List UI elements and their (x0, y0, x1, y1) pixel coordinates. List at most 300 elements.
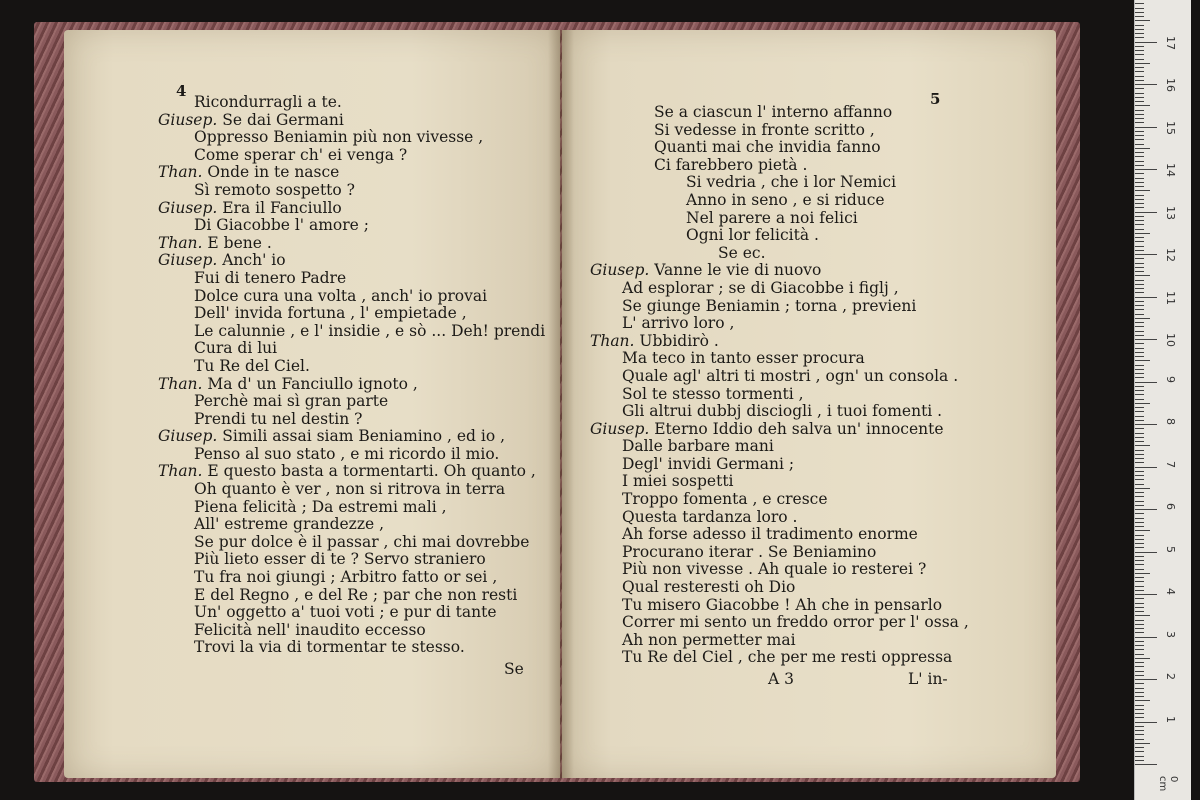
text-line (590, 614, 969, 632)
ruler-number: 15 (1164, 120, 1177, 135)
line-text: Ma d' un Fanciullo ignoto , (202, 374, 418, 393)
text-line (590, 544, 969, 562)
ruler-tick (1135, 662, 1144, 663)
line-text: Tu fra noi giungi ; Arbitro fatto or sei , (194, 568, 498, 587)
text-line (590, 139, 969, 157)
text-line (158, 94, 545, 112)
ruler-tick (1135, 641, 1144, 642)
ruler-number: 16 (1164, 78, 1177, 92)
text-line (158, 164, 545, 182)
line-text: Prendi tu nel destin ? (194, 409, 363, 428)
ruler-tick (1135, 377, 1144, 378)
ruler-tick (1135, 220, 1144, 221)
line-text: L' arrivo loro , (622, 314, 735, 333)
ruler-tick (1135, 335, 1144, 336)
ruler-tick (1135, 233, 1150, 234)
ruler-tick (1135, 764, 1157, 765)
ruler-tick (1135, 195, 1144, 196)
line-text: Anno in seno , e si riduce (686, 190, 885, 209)
ruler-tick (1135, 250, 1144, 251)
line-text: Tu Re del Ciel , che per me resti oppressa (622, 648, 953, 667)
text-line (590, 157, 969, 175)
text-line (590, 210, 969, 228)
ruler-tick (1135, 59, 1144, 60)
ruler-tick (1135, 692, 1144, 693)
line-text: Piena felicità ; Da estremi mali , (194, 497, 447, 516)
ruler-tick (1135, 492, 1144, 493)
line-text: Tu Re del Ciel. (194, 356, 310, 375)
ruler-number: 8 (1164, 418, 1177, 425)
ruler-tick (1135, 271, 1144, 272)
line-text: Fui di tenero Padre (194, 268, 347, 287)
ruler-tick (1135, 88, 1144, 89)
ruler-tick (1135, 726, 1144, 727)
line-text: Quale agl' altri ti mostri , ogn' un consola . (622, 366, 959, 385)
text-line (590, 509, 969, 527)
ruler-tick (1135, 705, 1144, 706)
text-line (158, 305, 545, 323)
speaker-name: Than. (158, 462, 203, 481)
text-line (158, 252, 545, 270)
ruler-tick (1135, 530, 1150, 531)
line-text: Quanti mai che invidia fanno (654, 138, 881, 157)
text-line (158, 622, 545, 640)
text-line (590, 421, 969, 439)
ruler-tick (1135, 135, 1144, 136)
ruler-tick (1135, 127, 1157, 128)
ruler-tick (1135, 747, 1144, 748)
ruler-tick (1135, 33, 1144, 34)
ruler-tick (1135, 535, 1144, 536)
ruler-tick (1135, 683, 1144, 684)
line-text: Se pur dolce è il passar , chi mai dovrebbe (194, 532, 530, 551)
ruler-tick (1135, 229, 1144, 230)
text-line (590, 368, 969, 386)
ruler-tick (1135, 152, 1144, 153)
ruler-unit: 0 cm (1157, 776, 1179, 792)
ruler-tick (1135, 560, 1144, 561)
ruler-tick (1135, 331, 1144, 332)
text-line (158, 499, 545, 517)
text-line (158, 411, 545, 429)
ruler-tick (1135, 114, 1144, 115)
line-text: Ma teco in tanto esser procura (622, 349, 865, 368)
ruler-tick (1135, 751, 1144, 752)
text-line (590, 597, 969, 615)
ruler-tick (1135, 479, 1144, 480)
ruler-tick (1135, 569, 1144, 570)
ruler-tick (1135, 318, 1150, 319)
line-text: Trovi la via di tormentar te stesso. (194, 638, 465, 657)
line-text: Ah non permetter mai (622, 630, 796, 649)
line-text: Era il Fanciullo (217, 198, 342, 217)
ruler-tick (1135, 458, 1144, 459)
ruler-tick (1135, 173, 1144, 174)
text-line (158, 323, 545, 341)
ruler-tick (1135, 118, 1144, 119)
text-line (590, 386, 969, 404)
ruler-tick (1135, 3, 1144, 4)
ruler-tick (1135, 696, 1144, 697)
ruler-tick (1135, 586, 1144, 587)
line-text: Un' oggetto a' tuoi voti ; e pur di tante (194, 603, 497, 622)
ruler-tick (1135, 50, 1144, 51)
line-text: Più non vivesse . Ah quale io resterei ? (622, 560, 927, 579)
line-text: Oh quanto è ver , non si ritrova in terra (194, 480, 506, 499)
ruler-tick (1135, 369, 1144, 370)
ruler-tick (1135, 390, 1144, 391)
ruler-tick (1135, 348, 1144, 349)
book-gutter (548, 30, 574, 778)
text-line (158, 446, 545, 464)
line-text: Vanne le vie di nuovo (649, 261, 822, 280)
text-line (158, 129, 545, 147)
ruler-tick (1135, 20, 1150, 21)
ruler-tick (1135, 607, 1144, 608)
ruler-tick (1135, 322, 1144, 323)
ruler-tick (1135, 258, 1144, 259)
ruler-tick (1135, 76, 1144, 77)
ruler-tick (1135, 292, 1144, 293)
line-text: Procurano iterar . Se Beniamino (622, 542, 877, 561)
line-text: Dell' invida fortuna , l' empietade , (194, 304, 467, 323)
text-line (158, 288, 545, 306)
text-line (158, 376, 545, 394)
ruler-tick (1135, 645, 1144, 646)
ruler-tick (1135, 42, 1157, 43)
line-text: Si vedria , che i lor Nemici (686, 173, 897, 192)
ruler-tick (1135, 428, 1144, 429)
right-page (562, 30, 1056, 778)
line-text: Onde in te nasce (202, 163, 340, 182)
text-line (590, 192, 969, 210)
text-line (590, 174, 969, 192)
text-line (590, 104, 969, 122)
ruler-tick (1135, 84, 1157, 85)
ruler-number: 11 (1164, 290, 1177, 305)
ruler-tick (1135, 212, 1157, 213)
catchword-right: L' in- (908, 670, 948, 688)
line-text: Le calunnie , e l' insidie , e sò ... Deh! prendi (194, 321, 546, 340)
ruler-tick (1135, 564, 1144, 565)
ruler-tick (1135, 556, 1144, 557)
ruler-tick (1135, 360, 1150, 361)
ruler-tick (1135, 352, 1144, 353)
ruler-tick (1135, 624, 1144, 625)
ruler-tick (1135, 297, 1157, 298)
line-text: Se a ciascun l' interno affanno (654, 103, 893, 121)
ruler-tick (1135, 161, 1144, 162)
ruler-number: 4 (1164, 588, 1177, 595)
text-line (590, 227, 969, 245)
ruler-tick (1135, 526, 1144, 527)
ruler-tick (1135, 471, 1144, 472)
text-line (590, 438, 969, 456)
ruler-tick (1135, 101, 1144, 102)
line-text: Eterno Iddio deh salva un' innocente (649, 419, 944, 438)
ruler-tick (1135, 688, 1144, 689)
ruler-tick (1135, 373, 1144, 374)
line-text: Sol te stesso tormenti , (622, 384, 804, 403)
line-text: Questa tardanza loro . (622, 507, 798, 526)
speaker-name: Than. (158, 233, 203, 252)
line-text: Se giunge Beniamin ; torna , previeni (622, 296, 917, 315)
ruler-tick (1135, 671, 1144, 672)
ruler-tick (1135, 722, 1157, 723)
ruler-tick (1135, 284, 1144, 285)
text-line (590, 579, 969, 597)
ruler-number: 7 (1164, 460, 1177, 468)
ruler-tick (1135, 433, 1144, 434)
text-line (158, 587, 545, 605)
ruler-tick (1135, 80, 1144, 81)
line-text: Penso al suo stato , e mi ricordo il mio. (194, 444, 500, 463)
text-line (590, 262, 969, 280)
text-line (590, 350, 969, 368)
ruler-tick (1135, 632, 1144, 633)
ruler-tick (1135, 165, 1144, 166)
speaker-name: Than. (158, 163, 203, 182)
text-line (158, 270, 545, 288)
ruler-tick (1135, 110, 1144, 111)
text-line (158, 463, 545, 481)
ruler-tick (1135, 254, 1157, 255)
speaker-name: Giusep. (590, 419, 650, 438)
ruler-tick (1135, 309, 1144, 310)
line-text: Più lieto esser di te ? Servo straniero (194, 550, 486, 569)
ruler-tick (1135, 547, 1144, 548)
ruler-tick (1135, 679, 1157, 680)
ruler-tick (1135, 577, 1144, 578)
ruler-tick (1135, 339, 1157, 340)
ruler-tick (1135, 552, 1157, 553)
ruler-tick (1135, 573, 1150, 574)
text-line (158, 358, 545, 376)
ruler-tick (1135, 241, 1144, 242)
ruler-tick (1135, 407, 1144, 408)
ruler-number: 3 (1164, 630, 1177, 638)
text-line (158, 639, 545, 657)
speaker-name: Giusep. (158, 198, 218, 217)
ruler-tick (1135, 411, 1144, 412)
ruler-tick (1135, 543, 1144, 544)
ruler-tick (1135, 182, 1144, 183)
ruler-tick (1135, 615, 1150, 616)
ruler-tick (1135, 93, 1144, 94)
ruler-tick (1135, 394, 1144, 395)
line-text: Troppo fomenta , e cresce (622, 490, 828, 509)
speaker-name: Giusep. (158, 110, 218, 129)
ruler-tick (1135, 420, 1144, 421)
ruler-tick (1135, 488, 1150, 489)
ruler-tick (1135, 462, 1144, 463)
line-text: Correr mi sento un freddo orror per l' ossa , (622, 613, 969, 632)
ruler-tick (1135, 199, 1144, 200)
ruler-tick (1135, 203, 1144, 204)
ruler-tick (1135, 611, 1144, 612)
ruler-number: 2 (1164, 673, 1177, 680)
ruler-tick (1135, 267, 1144, 268)
line-text: Perchè mai sì gran parte (194, 392, 389, 411)
speaker-name: Giusep. (158, 427, 218, 446)
speaker-name: Than. (158, 374, 203, 393)
ruler-tick (1135, 29, 1144, 30)
ruler-tick (1135, 637, 1157, 638)
ruler-tick (1135, 356, 1144, 357)
ruler-tick (1135, 424, 1157, 425)
line-text: Sì remoto sospetto ? (194, 180, 355, 199)
text-line (590, 298, 969, 316)
line-text: Qual resteresti oh Dio (622, 578, 796, 597)
text-line (590, 315, 969, 333)
line-text: Degl' invidi Germani ; (622, 454, 795, 473)
ruler-tick (1135, 105, 1150, 106)
ruler-tick (1135, 739, 1144, 740)
ruler-tick (1135, 386, 1144, 387)
text-line (158, 569, 545, 587)
ruler-tick (1135, 628, 1144, 629)
ruler-number: 6 (1164, 503, 1177, 510)
ruler-tick (1135, 326, 1144, 327)
ruler-tick (1135, 709, 1144, 710)
text-line (158, 340, 545, 358)
line-text: E bene . (202, 233, 272, 252)
ruler-tick (1135, 416, 1144, 417)
line-text: Dalle barbare mani (622, 437, 774, 456)
ruler-tick (1135, 63, 1150, 64)
line-text: Oppresso Beniamin più non vivesse , (194, 128, 484, 147)
line-text: Ricondurragli a te. (194, 93, 342, 111)
ruler-tick (1135, 496, 1144, 497)
ruler-tick (1135, 12, 1144, 13)
ruler-tick (1135, 122, 1144, 123)
ruler-tick (1135, 700, 1150, 701)
ruler-tick (1135, 54, 1144, 55)
ruler-tick (1135, 484, 1144, 485)
ruler-tick (1135, 288, 1144, 289)
ruler-tick (1135, 263, 1144, 264)
text-line (590, 280, 969, 298)
ruler-tick (1135, 509, 1157, 510)
ruler-tick (1135, 343, 1144, 344)
text-line (158, 235, 545, 253)
ruler-tick (1135, 467, 1157, 468)
text-line (158, 516, 545, 534)
text-line (590, 649, 969, 667)
line-text: E del Regno , e del Re ; par che non resti (194, 585, 518, 604)
ruler-tick (1135, 301, 1144, 302)
text-line (590, 403, 969, 421)
ruler-tick (1135, 513, 1144, 514)
ruler-tick (1135, 620, 1144, 621)
ruler-tick (1135, 743, 1150, 744)
line-text: E questo basta a tormentarti. Oh quanto , (202, 462, 536, 481)
ruler-number: 12 (1164, 248, 1177, 262)
line-text: Gli altrui dubbj disciogli , i tuoi fomenti . (622, 402, 943, 421)
ruler-tick (1135, 658, 1150, 659)
line-text: Anch' io (217, 251, 286, 270)
ruler-number: 13 (1164, 205, 1177, 220)
speaker-name: Giusep. (590, 261, 650, 280)
text-line (158, 534, 545, 552)
ruler-tick (1135, 399, 1144, 400)
page-number-right: 5 (930, 90, 941, 108)
ruler-tick (1135, 734, 1144, 735)
ruler-tick (1135, 131, 1144, 132)
ruler-tick (1135, 275, 1150, 276)
ruler-tick (1135, 169, 1157, 170)
right-page-text (590, 104, 969, 667)
ruler-tick (1135, 590, 1144, 591)
ruler-tick (1135, 237, 1144, 238)
ruler-tick (1135, 224, 1144, 225)
line-text: Felicità nell' inaudito eccesso (194, 620, 426, 639)
ruler-tick (1135, 178, 1144, 179)
ruler-tick (1135, 280, 1144, 281)
ruler-tick (1135, 654, 1144, 655)
line-text: All' estreme grandezze , (194, 515, 385, 534)
line-text: Nel parere a noi felici (686, 208, 858, 227)
line-text: Dolce cura una volta , anch' io provai (194, 286, 488, 305)
text-line (590, 632, 969, 650)
line-text: Se ec. (718, 243, 766, 262)
ruler-tick (1135, 148, 1150, 149)
left-page (64, 30, 560, 778)
ruler-tick (1135, 314, 1144, 315)
ruler-tick (1135, 16, 1144, 17)
text-line (158, 217, 545, 235)
line-text: Tu misero Giacobbe ! Ah che in pensarlo (622, 595, 943, 614)
ruler-tick (1135, 25, 1144, 26)
ruler-tick (1135, 760, 1144, 761)
ruler-tick (1135, 603, 1144, 604)
line-text: I miei sospetti (622, 472, 734, 491)
ruler-tick (1135, 67, 1144, 68)
ruler-tick (1135, 403, 1150, 404)
ruler-tick (1135, 730, 1144, 731)
text-line (590, 333, 969, 351)
line-text: Cura di lui (194, 339, 278, 358)
text-line (158, 200, 545, 218)
ruler-tick (1135, 8, 1144, 9)
text-line (590, 456, 969, 474)
text-line (590, 473, 969, 491)
text-line (158, 551, 545, 569)
ruler-tick (1135, 441, 1144, 442)
ruler-tick (1135, 445, 1150, 446)
ruler-tick (1135, 756, 1144, 757)
ruler-tick (1135, 649, 1144, 650)
ruler-tick (1135, 518, 1144, 519)
ruler-number: 9 (1164, 375, 1177, 383)
ruler-tick (1135, 539, 1144, 540)
ruler-tick (1135, 156, 1144, 157)
text-line (158, 393, 545, 411)
line-text: Di Giacobbe l' amore ; (194, 216, 369, 235)
line-text: Ah forse adesso il tradimento enorme (622, 525, 918, 544)
speaker-name: Giusep. (158, 251, 218, 270)
ruler-tick (1135, 46, 1144, 47)
text-line (590, 491, 969, 509)
ruler-tick (1135, 501, 1144, 502)
text-line (158, 147, 545, 165)
speaker-name: Than. (590, 331, 635, 350)
text-line (590, 561, 969, 579)
text-line (590, 526, 969, 544)
signature-mark: A 3 (768, 670, 794, 688)
ruler-tick (1135, 594, 1157, 595)
ruler-tick (1135, 475, 1144, 476)
